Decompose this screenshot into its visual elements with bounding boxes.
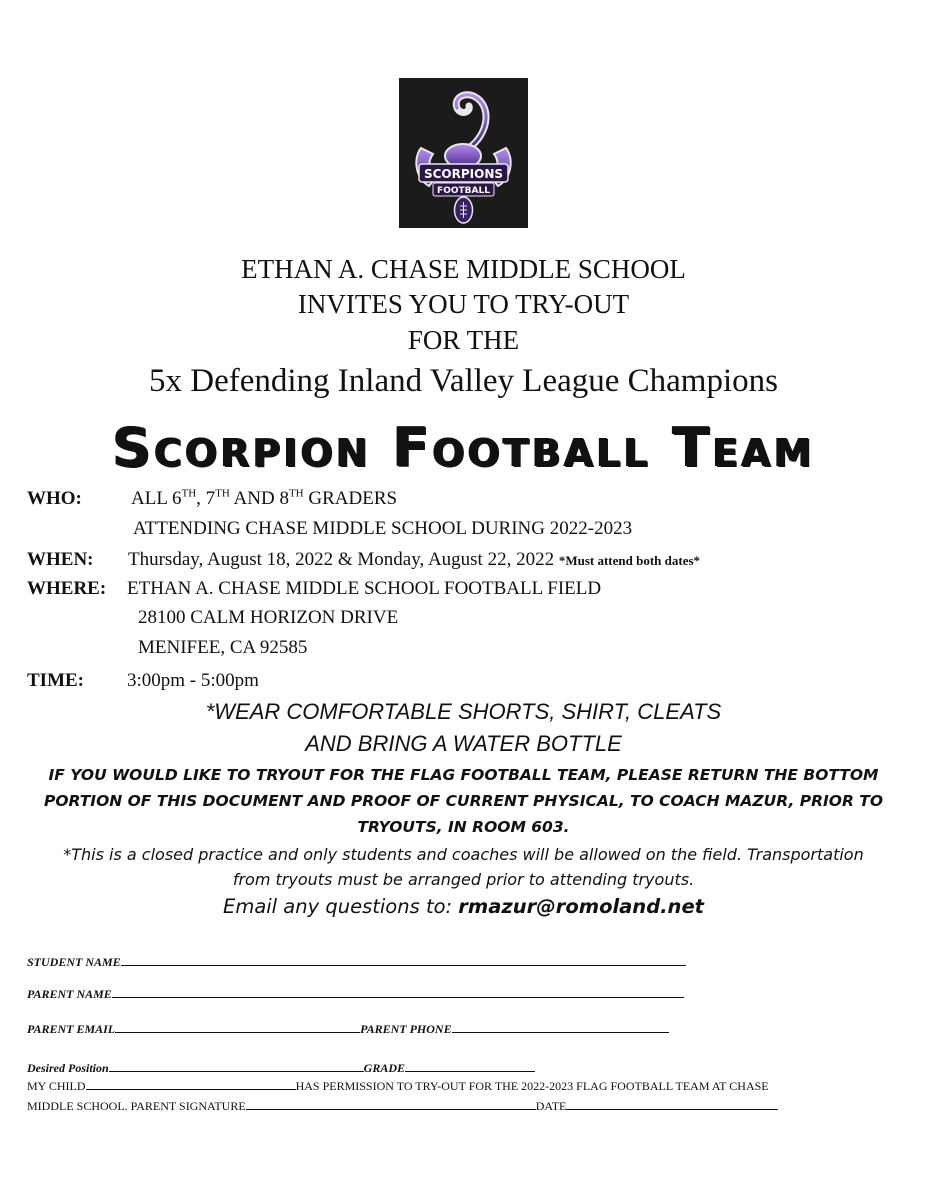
child-name-field[interactable] xyxy=(86,1077,296,1090)
logo-text-bottom: FOOTBALL xyxy=(437,186,490,196)
wear-note-line2: AND BRING A WATER BOTTLE xyxy=(305,731,622,756)
when-note: *Must attend both dates* xyxy=(558,553,701,568)
champions-heading: 5x Defending Inland Valley League Champions xyxy=(149,363,778,399)
where-line1: ETHAN A. CHASE MIDDLE SCHOOL FOOTBALL FIELD xyxy=(127,578,602,599)
grade-label: GRADE xyxy=(363,1061,406,1075)
parent-name-field[interactable] xyxy=(112,985,684,998)
desired-position-label: Desired Position xyxy=(27,1061,109,1075)
parent-phone-label: PARENT PHONE xyxy=(360,1022,452,1036)
date-label: DATE xyxy=(535,1099,567,1113)
parent-phone-field[interactable] xyxy=(452,1020,669,1033)
signature-row xyxy=(27,1097,778,1114)
student-name-field[interactable] xyxy=(121,953,686,966)
invite-heading: INVITES YOU TO TRY-OUT xyxy=(297,289,630,319)
parent-name-row xyxy=(27,985,684,1002)
scorpion-logo-graphic xyxy=(399,78,528,228)
closed-practice-line2: from tryouts must be arranged prior to attending tryouts. xyxy=(232,870,695,889)
time-label: TIME: xyxy=(27,670,84,691)
parent-email-label: PARENT EMAIL xyxy=(27,1022,116,1036)
permission-text: HAS PERMISSION TO TRY-OUT FOR THE 2022-2023 FLAG FOOTBALL TEAM AT CHASE xyxy=(295,1079,769,1093)
who-label: WHO: xyxy=(27,488,82,509)
date-field[interactable] xyxy=(566,1097,778,1110)
my-child-label: MY CHILD xyxy=(27,1079,86,1093)
permission-row xyxy=(27,1077,769,1094)
grade-field[interactable] xyxy=(405,1059,535,1072)
wear-note-line1: *WEAR COMFORTABLE SHORTS, SHIRT, CLEATS xyxy=(205,699,722,724)
time-value: 3:00pm - 5:00pm xyxy=(127,670,259,691)
when-value: Thursday, August 18, 2022 & Monday, August 22, 2022 *Must attend both dates* xyxy=(128,549,701,570)
parent-name-label: PARENT NAME xyxy=(27,987,112,1001)
flag-note-line3: TRYOUTS, IN ROOM 603. xyxy=(357,818,570,836)
contact-email[interactable]: rmazur@romoland.net xyxy=(458,895,704,918)
team-title: Scorpion Football Team xyxy=(112,416,815,479)
flag-note-line1: IF YOU WOULD LIKE TO TRYOUT FOR THE FLAG FOOTBALL TEAM, PLEASE RETURN THE BOTTOM xyxy=(48,766,879,784)
where-line2: 28100 CALM HORIZON DRIVE xyxy=(138,607,399,628)
where-label: WHERE: xyxy=(27,578,107,599)
parent-signature-field[interactable] xyxy=(246,1097,536,1110)
student-name-row xyxy=(27,953,686,970)
parent-email-field[interactable] xyxy=(115,1020,360,1033)
who-value: ALL 6TH, 7TH AND 8TH GRADERS xyxy=(131,487,398,509)
logo-text-top: SCORPIONS xyxy=(423,167,504,181)
parent-signature-label: MIDDLE SCHOOL. PARENT SIGNATURE xyxy=(27,1099,246,1113)
desired-position-field[interactable] xyxy=(109,1059,364,1072)
school-name-heading: ETHAN A. CHASE MIDDLE SCHOOL xyxy=(241,254,686,284)
parent-contact-row xyxy=(27,1020,669,1037)
when-label: WHEN: xyxy=(27,549,94,570)
scorpions-football-logo xyxy=(399,78,528,228)
email-line: Email any questions to: rmazur@romoland.net xyxy=(223,895,704,918)
closed-practice-line1: *This is a closed practice and only students and coaches will be allowed on the field. Transportation xyxy=(63,845,864,864)
for-the-heading: FOR THE xyxy=(407,325,520,355)
flag-note-line2: PORTION OF THIS DOCUMENT AND PROOF OF CURRENT PHYSICAL, TO COACH MAZUR, PRIOR TO xyxy=(43,792,884,810)
position-grade-row xyxy=(27,1059,535,1076)
who-value-line2: ATTENDING CHASE MIDDLE SCHOOL DURING 2022-2023 xyxy=(133,518,633,539)
student-name-label: STUDENT NAME xyxy=(27,955,121,969)
where-line3: MENIFEE, CA 92585 xyxy=(138,637,308,658)
